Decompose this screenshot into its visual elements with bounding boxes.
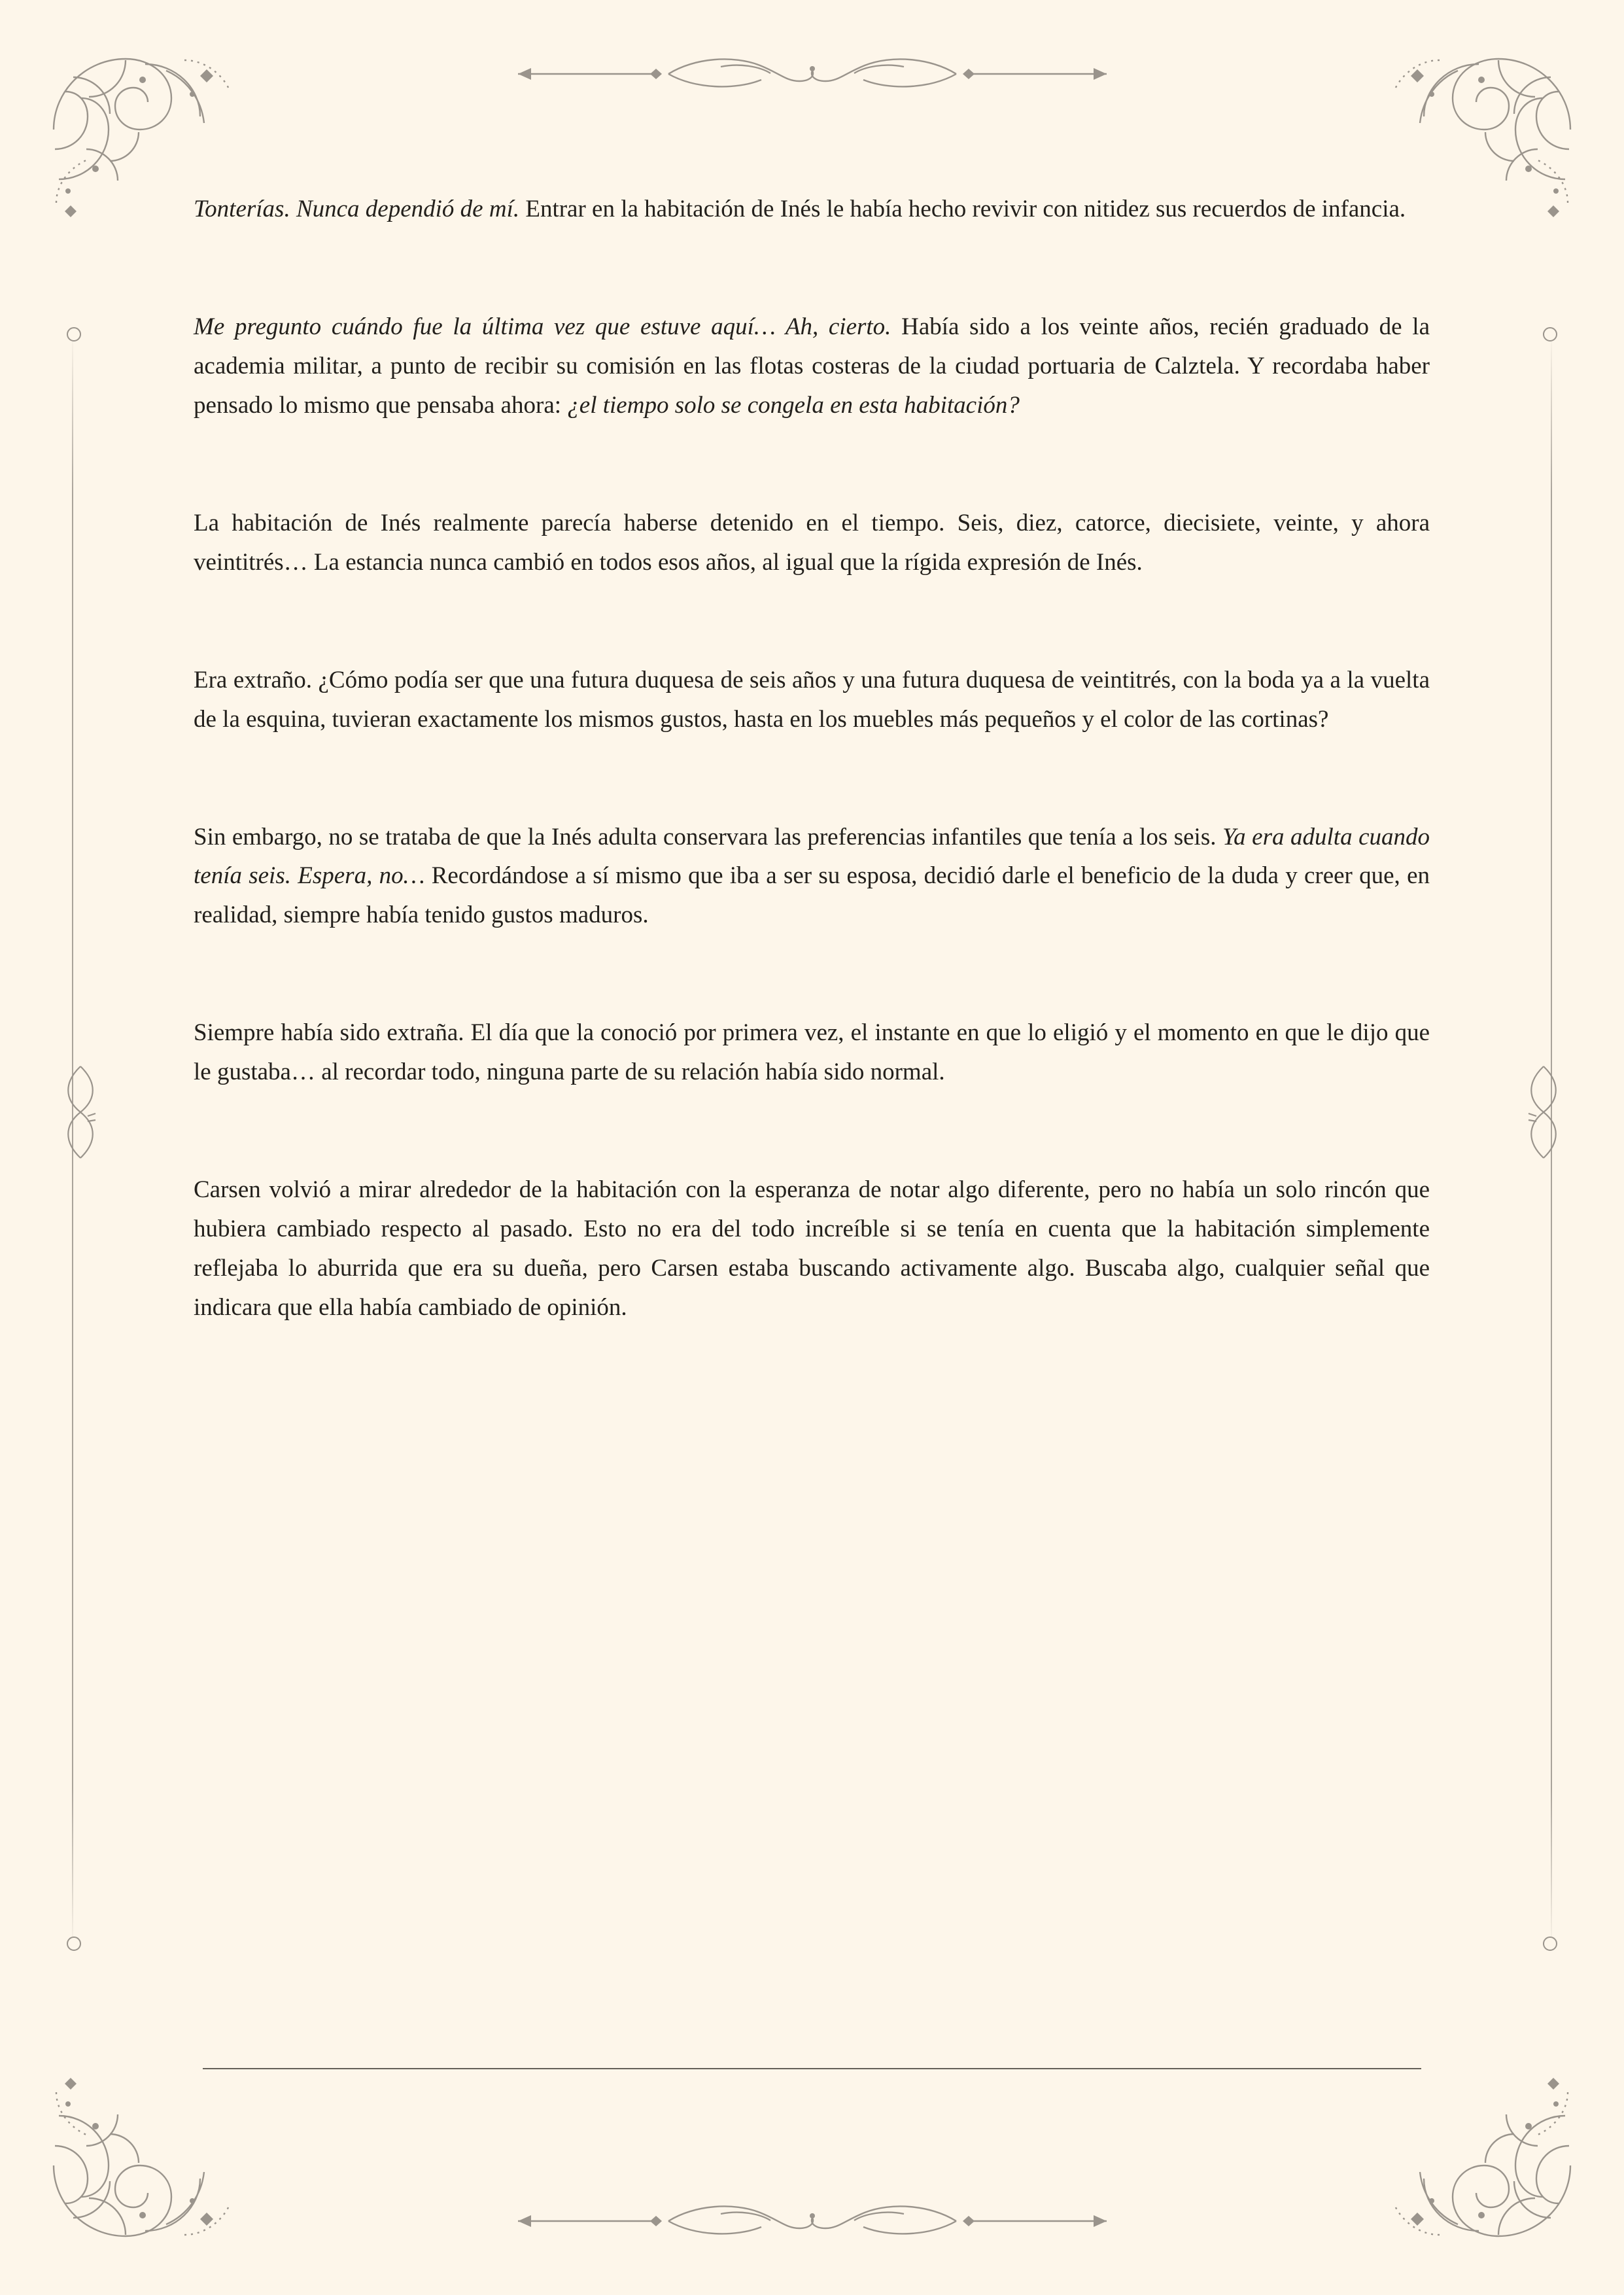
frame-rail-right: [1551, 334, 1552, 1950]
filigree-corner-ornament-bottom-right: [1381, 2074, 1577, 2244]
filigree-corner-ornament-bottom-left: [47, 2074, 243, 2244]
paragraph-6: [194, 1013, 1430, 1092]
paragraph-3: [194, 504, 1430, 582]
rail-cap-bottom-left: [67, 1936, 81, 1951]
paragraph-1-run-2: Entrar en la habitación de Inés le había hecho revivir con nitidez sus recuerdos de infancia.: [519, 196, 1406, 222]
rail-cap-bottom-right: [1543, 1936, 1557, 1951]
horizontal-rule: [203, 2068, 1421, 2069]
rail-cap-top-right: [1543, 327, 1557, 342]
paragraph-2-run-1: Me pregunto cuándo fue la última vez que estuve aquí… Ah, cierto.: [194, 313, 891, 340]
flourish-divider-ornament-bottom: [328, 2198, 1296, 2244]
paragraph-5-run-3: Recordándose a sí mismo que iba a ser su esposa, decidió darle el beneficio de la duda y creer que, en realidad, siempre había tenido gustos maduros.: [194, 862, 1430, 929]
document-body: [194, 190, 1430, 1327]
paragraph-7-run-1: Carsen volvió a mirar alrededor de la habitación con la esperanza de notar algo diferente, pero no había un solo rincón que hubiera cambiado respecto al pasado. Esto no era del todo increíble si se tenía en cuenta que la habitación simplemente reflejaba lo aburrida que era su dueña, pero Carsen estaba buscando activamente algo. Buscaba algo, cualquier señal que indicara que ella había cambiado de opinión.: [194, 1176, 1430, 1321]
frame-rail-left: [72, 334, 73, 1950]
paragraph-1: [194, 190, 1430, 229]
paragraph-1-run-1: Tonterías. Nunca dependió de mí.: [194, 196, 520, 222]
paragraph-7: [194, 1170, 1430, 1327]
paragraph-6-run-1: Siempre había sido extraña. El día que la conoció por primera vez, el instante en que lo eligió y el momento en que le dijo que le gustaba… al recordar todo, ninguna parte de su relación había sido normal.: [194, 1019, 1430, 1086]
rail-cap-top-left: [67, 327, 81, 342]
paragraph-4: [194, 661, 1430, 739]
flourish-divider-ornament-top: [328, 51, 1296, 97]
paragraph-2-run-2: Había sido a los veinte años, recién graduado de la academia militar, a punto de recibir su comisión en las flotas costeras de la ciudad portuaria de Calztela. Y recordaba haber pensado lo mismo que pensaba ahora:: [194, 313, 1430, 419]
knot-ornament-left: [58, 1060, 103, 1165]
knot-ornament-right: [1521, 1060, 1566, 1165]
paragraph-5: [194, 818, 1430, 936]
paragraph-3-run-1: La habitación de Inés realmente parecía haberse detenido en el tiempo. Seis, diez, catorce, diecisiete, veinte, y ahora veintitrés… La estancia nunca cambió en todos esos años, al igual que la rígida expresión de Inés.: [194, 509, 1430, 576]
paragraph-5-run-2: Ya era adulta cuando tenía seis. Espera, no…: [194, 823, 1430, 890]
paragraph-5-run-1: Sin embargo, no se trataba de que la Inés adulta conservara las preferencias infantiles que tenía a los seis.: [194, 823, 1222, 850]
paragraph-2-run-3: ¿el tiempo solo se congela en esta habitación?: [567, 391, 1020, 419]
paragraph-2: [194, 307, 1430, 425]
paragraph-4-run-1: Era extraño. ¿Cómo podía ser que una futura duquesa de seis años y una futura duquesa de veintitrés, con la boda ya a la vuelta de la esquina, tuvieran exactamente los mismos gustos, hasta en los muebles más pequeños y el color de las cortinas?: [194, 666, 1430, 733]
